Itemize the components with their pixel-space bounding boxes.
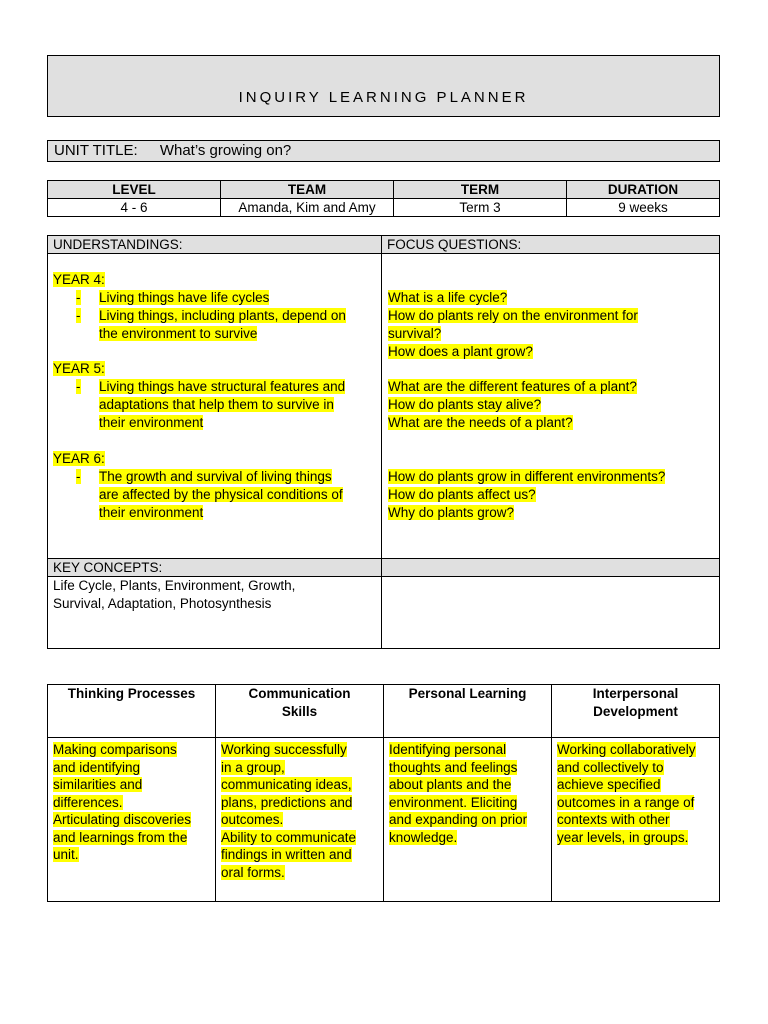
focus-question: What are the needs of a plant?	[388, 415, 573, 430]
key-concepts-header: KEY CONCEPTS:	[48, 558, 381, 577]
thinking-processes-header: Thinking Processes	[48, 685, 216, 738]
interpersonal-development-cell: Working collaboratively and collectively to achieve specified outcomes in a range of contexts with other year levels, in groups.	[552, 738, 720, 902]
column-divider	[381, 236, 382, 648]
unit-title-value: What’s growing on?	[159, 142, 292, 159]
unit-title-label: UNIT TITLE:	[54, 142, 138, 159]
interpersonal-development-header: Interpersonal Development	[552, 685, 720, 738]
key-concepts-header-blank	[382, 558, 719, 577]
key-concepts-line2: Survival, Adaptation, Photosynthesis	[53, 596, 272, 611]
term-value: Term 3	[394, 199, 567, 217]
year4-item2-line1: Living things, including plants, depend on	[99, 308, 346, 323]
communication-skills-header: Communication Skills	[216, 685, 384, 738]
year6-item1-line3: their environment	[99, 505, 204, 520]
capabilities-table	[47, 684, 720, 902]
year5-item1-line3: their environment	[99, 415, 204, 430]
key-concepts-line1: Life Cycle, Plants, Environment, Growth,	[53, 578, 296, 593]
year5-label: YEAR 5:	[53, 361, 105, 376]
team-value: Amanda, Kim and Amy	[221, 199, 394, 217]
personal-learning-header: Personal Learning	[384, 685, 552, 738]
personal-learning-cell: Identifying personal thoughts and feelings about plants and the environment. Eliciting and expanding on prior knowledge.	[384, 738, 552, 902]
year4-item2-line2: the environment to survive	[99, 326, 258, 341]
unit-meta-table	[47, 180, 720, 217]
year6-item1-line1: The growth and survival of living things	[99, 469, 332, 484]
year6-item1-line2: are affected by the physical conditions of	[99, 487, 343, 502]
team-header: TEAM	[221, 181, 394, 199]
focus-question: How do plants grow in different environments?	[388, 469, 666, 484]
duration-header: DURATION	[567, 181, 720, 199]
year5-item1-dash: -	[76, 379, 81, 394]
focus-questions-header: FOCUS QUESTIONS:	[382, 236, 719, 254]
focus-question: How do plants rely on the environment for	[388, 308, 638, 323]
title-banner	[47, 55, 720, 117]
level-header: LEVEL	[48, 181, 221, 199]
year6-item1-dash: -	[76, 469, 81, 484]
year4-label: YEAR 4:	[53, 272, 105, 287]
unit-title-bar	[47, 140, 720, 162]
thinking-processes-cell: Making comparisons and identifying similarities and differences. Articulating discoveries and learnings from the unit.	[48, 738, 216, 902]
focus-question: What is a life cycle?	[388, 290, 508, 305]
focus-question: How do plants affect us?	[388, 487, 536, 502]
term-header: TERM	[394, 181, 567, 199]
focus-question: survival?	[388, 326, 442, 341]
focus-question: How do plants stay alive?	[388, 397, 542, 412]
planner-title: INQUIRY LEARNING PLANNER	[238, 89, 529, 106]
year4-item2-dash: -	[76, 308, 81, 323]
duration-value: 9 weeks	[567, 199, 720, 217]
year4-item1: Living things have life cycles	[99, 290, 270, 305]
level-value: 4 - 6	[48, 199, 221, 217]
year6-label: YEAR 6:	[53, 451, 105, 466]
focus-question: Why do plants grow?	[388, 505, 515, 520]
focus-question: How does a plant grow?	[388, 344, 533, 359]
year5-item1-line2: adaptations that help them to survive in	[99, 397, 334, 412]
communication-skills-cell: Working successfully in a group, communicating ideas, plans, predictions and outcomes. Ability to communicate findings in written and oral forms.	[216, 738, 384, 902]
year5-item1-line1: Living things have structural features and	[99, 379, 346, 394]
understandings-focus-box	[47, 235, 720, 649]
understandings-header: UNDERSTANDINGS:	[48, 236, 381, 254]
focus-question: What are the different features of a plant?	[388, 379, 637, 394]
year4-item1-dash: -	[76, 290, 81, 305]
